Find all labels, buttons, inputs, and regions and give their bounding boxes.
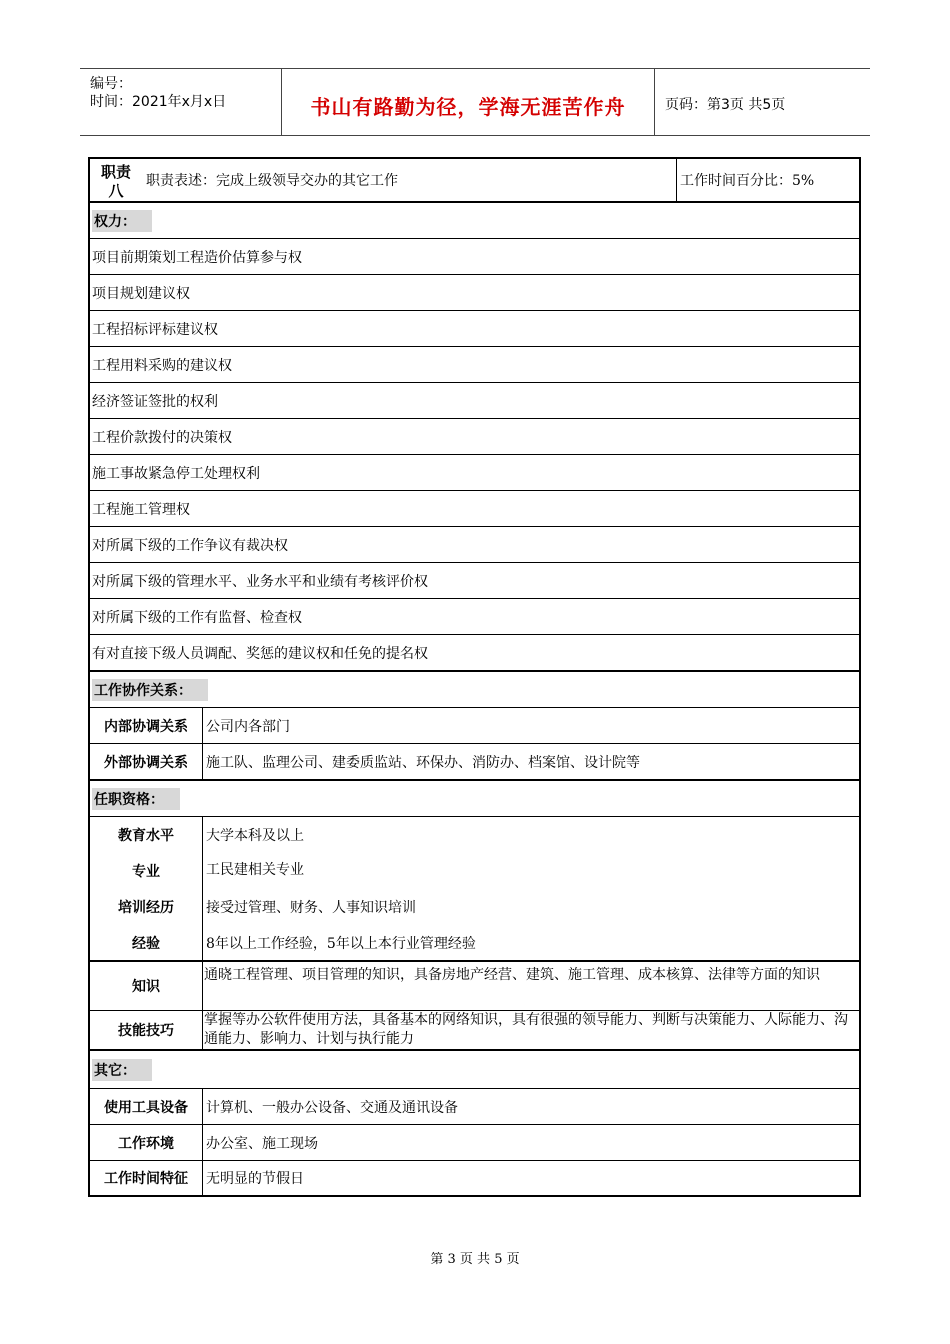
- authority-item: [88, 239, 861, 275]
- tools-value: 计算机、一般办公设备、交通及通讯设备: [206, 1099, 458, 1116]
- authority-item: [88, 347, 861, 383]
- authority-item: [88, 311, 861, 347]
- authority-item: [88, 275, 861, 311]
- knowledge-value: 通晓工程管理、项目管理的知识，具备房地产经营、建筑、施工管理、成本核算、法律等方面的知识: [204, 967, 820, 983]
- qualification-basic-row: [88, 817, 861, 961]
- knowledge-label: 知识: [132, 979, 160, 995]
- environment-label: 工作环境: [118, 1135, 174, 1152]
- duty-label: 职责八: [100, 163, 131, 200]
- authority-text: 工程招标评标建议权: [92, 321, 218, 338]
- authority-text: 项目规划建议权: [92, 285, 190, 302]
- column-divider: [202, 817, 203, 960]
- authority-text: 对所属下级的管理水平、业务水平和业绩有考核评价权: [92, 573, 428, 590]
- tools-label: 使用工具设备: [104, 1099, 188, 1116]
- authority-text: 经济签证签批的权利: [92, 393, 218, 410]
- experience-label: 经验: [132, 936, 160, 952]
- header-page-number: 页码：第3页 共5页: [665, 97, 786, 113]
- column-divider: [202, 962, 203, 1010]
- page-footer: 第 3 页 共 5 页: [430, 1252, 520, 1267]
- authority-item: [88, 599, 861, 635]
- authority-item: [88, 455, 861, 491]
- external-coordination-row: [88, 744, 861, 781]
- authority-item: [88, 419, 861, 455]
- document-number: 编号：: [90, 76, 132, 92]
- work-time-label: 工作时间特征: [104, 1171, 188, 1187]
- column-divider: [202, 744, 203, 779]
- education-label: 教育水平: [118, 828, 174, 844]
- external-value: 施工队、监理公司、建委质监站、环保办、消防办、档案馆、设计院等: [206, 754, 640, 771]
- authority-title-row: [88, 203, 861, 239]
- tools-row: [88, 1089, 861, 1125]
- authority-text: 工程施工管理权: [92, 501, 190, 518]
- authority-item: [88, 527, 861, 563]
- authority-item: [88, 563, 861, 599]
- authority-text: 工程用料采购的建议权: [92, 357, 232, 374]
- header-divider: [654, 69, 655, 135]
- qualification-title: 任职资格：: [92, 788, 180, 810]
- duty-time-percent: 工作时间百分比：5%: [680, 173, 815, 189]
- qualification-title-row: [88, 781, 861, 817]
- column-divider: [202, 1089, 203, 1124]
- knowledge-row: [88, 961, 861, 1011]
- environment-value: 办公室、施工现场: [206, 1135, 318, 1152]
- authority-item: [88, 491, 861, 527]
- authority-text: 对所属下级的工作有监督、检查权: [92, 609, 302, 626]
- authority-title: 权力：: [92, 210, 152, 232]
- authority-text: 工程价款拨付的决策权: [92, 429, 232, 446]
- training-value: 接受过管理、财务、人事知识培训: [206, 900, 416, 916]
- work-time-row: [88, 1161, 861, 1197]
- header-motto: 书山有路勤为径，学海无涯苦作舟: [310, 95, 626, 119]
- work-time-value: 无明显的节假日: [206, 1171, 304, 1187]
- other-title-row: [88, 1051, 861, 1089]
- document-date: 时间：2021年x月x日: [90, 94, 227, 110]
- training-label: 培训经历: [118, 900, 174, 916]
- duty-row: [88, 157, 861, 203]
- internal-coordination-row: [88, 708, 861, 744]
- authority-text: 对所属下级的工作争议有裁决权: [92, 537, 288, 554]
- cooperation-title-row: [88, 672, 861, 708]
- skills-row: [88, 1011, 861, 1051]
- page-header: [80, 68, 870, 136]
- major-value: 工民建相关专业: [206, 862, 304, 878]
- authority-text: 有对直接下级人员调配、奖惩的建议权和任免的提名权: [92, 645, 428, 662]
- external-label: 外部协调关系: [104, 754, 188, 771]
- column-divider: [202, 708, 203, 743]
- other-title: 其它：: [92, 1059, 152, 1081]
- skills-label: 技能技巧: [118, 1023, 174, 1039]
- authority-item: [88, 383, 861, 419]
- column-divider: [676, 159, 677, 201]
- experience-value: 8年以上工作经验，5年以上本行业管理经验: [206, 936, 476, 952]
- internal-value: 公司内各部门: [206, 718, 290, 735]
- skills-value: 掌握等办公软件使用方法，具备基本的网络知识，具有很强的领导能力、判断与决策能力、人际能力、沟通能力、影响力、计划与执行能力: [204, 1012, 848, 1047]
- column-divider: [202, 1125, 203, 1160]
- duty-description: 职责表述：完成上级领导交办的其它工作: [146, 173, 398, 189]
- major-label: 专业: [132, 864, 160, 880]
- authority-item: [88, 635, 861, 672]
- education-value: 大学本科及以上: [206, 828, 304, 844]
- environment-row: [88, 1125, 861, 1161]
- column-divider: [202, 1161, 203, 1195]
- job-description-table: [88, 157, 861, 1197]
- internal-label: 内部协调关系: [104, 718, 188, 735]
- column-divider: [202, 1011, 203, 1049]
- cooperation-title: 工作协作关系：: [92, 679, 208, 701]
- authority-text: 项目前期策划工程造价估算参与权: [92, 249, 302, 266]
- authority-text: 施工事故紧急停工处理权利: [92, 465, 260, 482]
